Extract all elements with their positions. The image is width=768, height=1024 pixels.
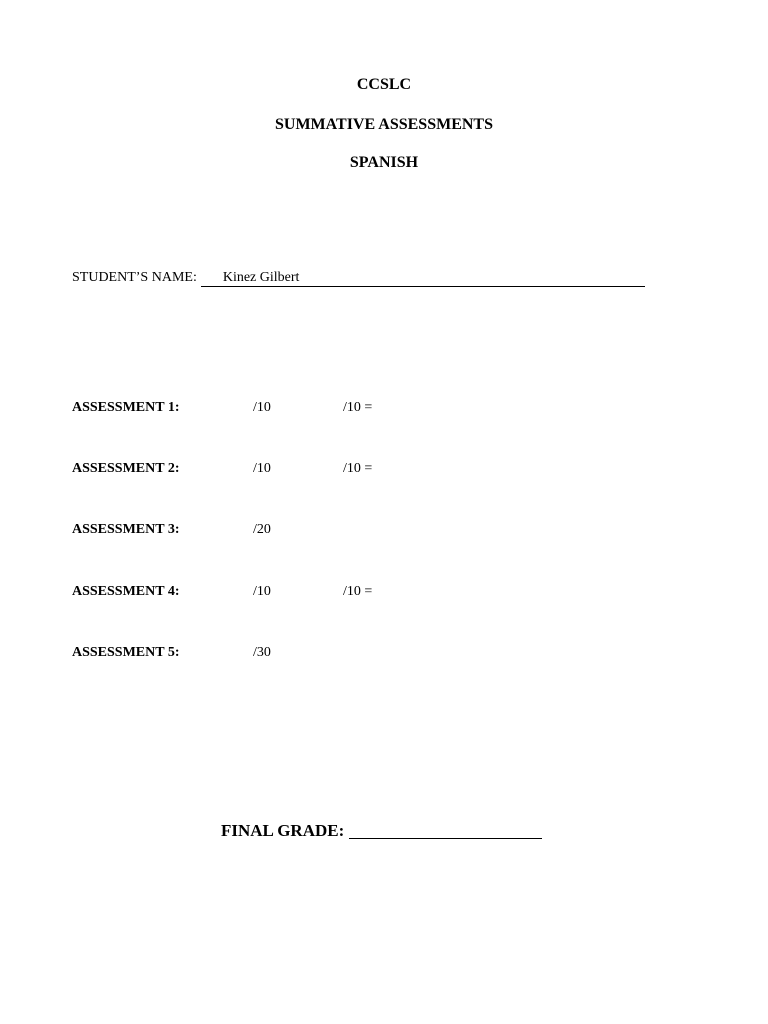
assessment-row — [72, 398, 672, 418]
assessment-row — [72, 582, 672, 602]
assessment-score: /30 — [253, 645, 271, 660]
final-grade-blank — [349, 820, 542, 839]
assessment-score: /10 — [253, 400, 271, 415]
assessment-scaled-score: /10 = — [343, 461, 373, 476]
assessment-scaled-score: /10 = — [343, 584, 373, 599]
student-name-label: STUDENT’S NAME: — [72, 270, 197, 285]
assessment-score: /20 — [253, 522, 271, 537]
assessment-label: ASSESSMENT 3: — [72, 522, 180, 537]
assessment-score: /10 — [253, 584, 271, 599]
assessment-row — [72, 459, 672, 479]
final-grade-row — [221, 820, 542, 842]
document-title-heading: SUMMATIVE ASSESSMENTS — [275, 116, 493, 133]
assessment-scaled-score: /10 = — [343, 400, 373, 415]
subject-heading: SPANISH — [349, 154, 419, 171]
assessment-score: /10 — [253, 461, 271, 476]
course-code-heading: CCSLC — [356, 76, 412, 93]
student-name-row — [72, 269, 645, 287]
assessment-row — [72, 520, 672, 540]
final-grade-label: FINAL GRADE: — [221, 821, 345, 840]
student-name-field: Kinez Gilbert — [201, 270, 645, 287]
assessment-label: ASSESSMENT 4: — [72, 584, 180, 599]
assessment-label: ASSESSMENT 1: — [72, 400, 180, 415]
assessment-row — [72, 643, 672, 663]
assessment-label: ASSESSMENT 5: — [72, 645, 180, 660]
assessment-label: ASSESSMENT 2: — [72, 461, 180, 476]
